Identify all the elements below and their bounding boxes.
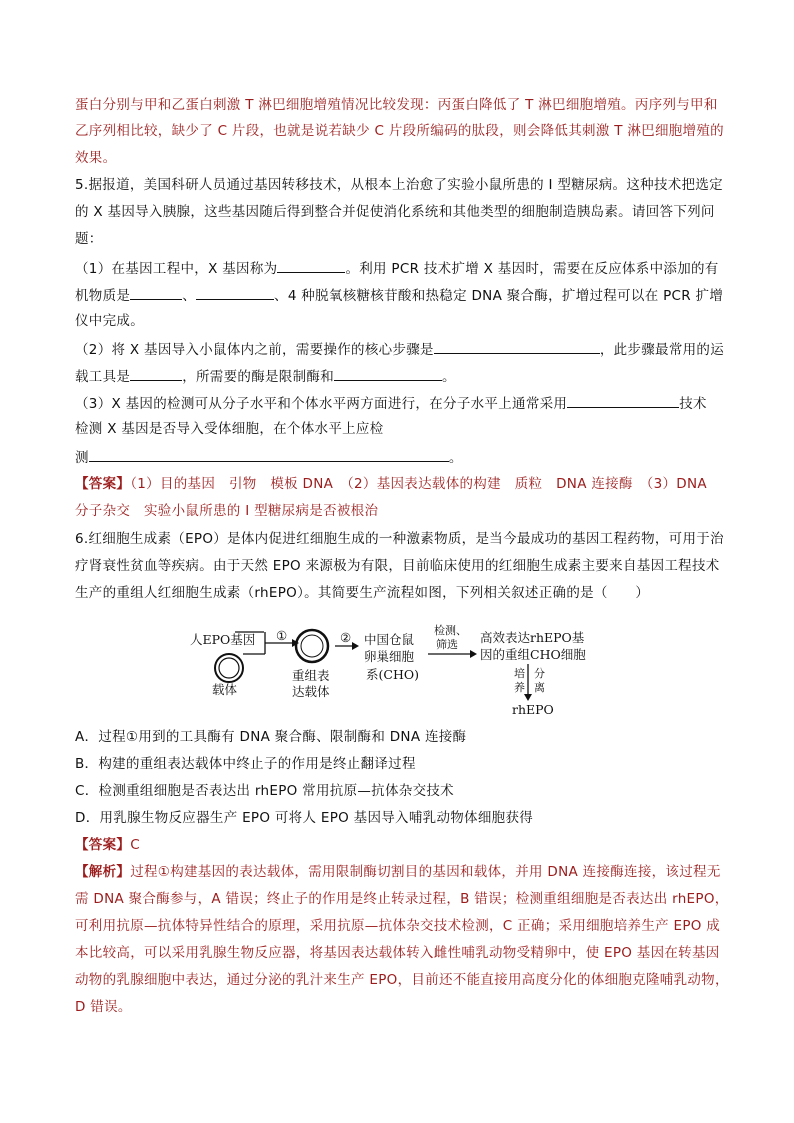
label-vector: 载体 — [212, 682, 238, 697]
label-separate-2: 离 — [534, 681, 545, 694]
q6-analysis-line6: D 错误。 — [75, 999, 132, 1015]
label-cho-1: 中国仓鼠 — [364, 632, 415, 647]
q5-part1-text-e: 、4 种脱氧核糖核苷酸和热稳定 DNA 聚合酶，扩增过程可以在 PCR 扩增 — [274, 288, 724, 304]
q6-stem-1: 6.红细胞生成素（EPO）是体内促进红细胞生成的一种激素物质，是当今最成功的基因工程药物，可用于治 — [75, 531, 724, 547]
q5-blank-6[interactable] — [334, 366, 442, 381]
q6-analysis-line2: 需 DNA 聚合酶参与，A 错误；终止子的作用是终止转录过程，B 错误；检测重组细胞是否表达出 rhEPO， — [75, 891, 729, 907]
q5-answer-line1 — [75, 475, 707, 493]
q6-answer-line — [75, 836, 140, 854]
q5-part1-line3: 仪中完成。 — [75, 313, 144, 329]
q5-part3-line2: 检测 X 基因是否导入受体细胞，在个体水平上应检 — [75, 421, 384, 437]
q5-part3-line1 — [75, 393, 707, 413]
prev-answer-line-1: 蛋白分别与甲和乙蛋白刺激 T 淋巴细胞增殖情况比较发现：丙蛋白降低了 T 淋巴细胞增殖。丙序列与甲和 — [75, 97, 718, 113]
arrow-detect-head — [470, 650, 477, 658]
prev-answer-line-3: 效果。 — [75, 150, 117, 166]
q5-answer-tag: 【答案】 — [75, 476, 131, 492]
q5-blank-2[interactable] — [130, 285, 182, 300]
q6-analysis-text-1: 过程①构建基因的表达载体，需用限制酶切割目的基因和载体，并用 DNA 连接酶连接，该过程无 — [130, 864, 721, 880]
q5-part3-text-b: 技术 — [679, 396, 707, 412]
arrow-culture-head — [524, 694, 532, 701]
q6-stem-2: 疗肾衰性贫血等疾病。由于天然 EPO 来源极为有限，目前临床使用的红细胞生成素主要来自基因工程技术 — [75, 558, 720, 574]
q5-stem-2: 的 X 基因导入胰腺，这些基因随后得到整合并促使消化系统和其他类型的细胞制造胰岛素。请回答下列问 — [75, 204, 715, 220]
q5-blank-1[interactable] — [277, 258, 345, 273]
q5-answer-line2: 分子杂交 实验小鼠所患的 I 型糖尿病是否被根治 — [75, 503, 379, 519]
q5-part1-text-c: 机物质是 — [75, 288, 131, 304]
q6-option-b: B．构建的重组表达载体中终止子的作用是终止翻译过程 — [75, 756, 416, 772]
q5-answer-text-1: （1）目的基因 引物 模板 DNA （2）基因表达载体的构建 质粒 DNA 连接酶 （3）DNA — [130, 476, 707, 492]
q6-analysis-line1 — [75, 863, 721, 881]
q5-part1-text-d: 、 — [182, 288, 197, 304]
q5-part2-text-d: ，所需要的酶是限制酶和 — [182, 369, 335, 385]
label-efficient-1: 高效表达rhEPO基 — [480, 630, 585, 645]
q6-analysis-tag: 【解析】 — [75, 864, 131, 880]
q5-part1-line2 — [75, 285, 723, 305]
epo-production-flowchart — [180, 624, 620, 724]
q6-answer-tag: 【答案】 — [75, 837, 131, 853]
label-human-epo-gene: 人EPO基因 — [190, 632, 256, 647]
q5-part2-text-b: ，此步骤最常用的运 — [599, 342, 725, 358]
q5-blank-7[interactable] — [567, 393, 679, 408]
label-culture-2: 养 — [514, 681, 525, 694]
q6-analysis-line5: 动物的乳腺细胞中表达，通过分泌的乳汁来生产 EPO，目前还不能直接用高度分化的体细胞克隆哺乳动物， — [75, 972, 729, 988]
label-culture-1: 培 — [514, 667, 525, 680]
recombinant-plasmid-inner — [301, 635, 323, 657]
q5-blank-3[interactable] — [196, 285, 274, 300]
q5-part2-text-a: （2）将 X 基因导入小鼠体内之前，需要操作的核心步骤是 — [75, 342, 434, 358]
vector-plasmid-inner — [219, 658, 239, 678]
q6-option-d: D．用乳腺生物反应器生产 EPO 可将人 EPO 基因导入哺乳动物体细胞获得 — [75, 810, 534, 826]
q5-part3-line3 — [75, 447, 463, 467]
q6-analysis-line4: 本比较高，可以采用乳腺生物反应器，将基因表达载体转入雌性哺乳动物受精卵中，使 EPO 基因在转基因 — [75, 945, 720, 961]
q5-blank-8[interactable] — [89, 447, 449, 462]
q5-part2-text-e: 。 — [442, 369, 456, 385]
q5-part1-line1 — [75, 258, 719, 278]
q5-part2-text-c: 载工具是 — [75, 369, 131, 385]
prev-answer-line-2: 乙序列相比较，缺少了 C 片段，也就是说若缺少 C 片段所编码的肽段，则会降低其刺激 T 淋巴细胞增殖的 — [75, 123, 724, 139]
label-detect-2: 筛选 — [436, 638, 458, 651]
label-efficient-2: 因的重组CHO细胞 — [480, 647, 586, 662]
q5-part3-text-d: 测 — [75, 450, 89, 466]
label-cho-3: 系(CHO) — [366, 667, 419, 682]
label-detect-1: 检测、 — [434, 624, 467, 637]
q5-part3-text-a: （3）X 基因的检测可从分子水平和个体水平两方面进行，在分子水平上通常采用 — [75, 396, 568, 412]
label-recombinant-1: 重组表 — [292, 668, 330, 683]
q5-part2-line2 — [75, 366, 456, 386]
q5-part1-text-b: 。利用 PCR 技术扩增 X 基因时，需要在反应体系中添加的有 — [345, 261, 719, 277]
q6-analysis-line3: 可利用抗原—抗体特异性结合的原理，采用抗原—抗体杂交技术检测，C 正确；采用细胞培养生产 EPO 成 — [75, 918, 721, 934]
label-separate-1: 分 — [534, 667, 545, 680]
label-recombinant-2: 达载体 — [292, 684, 330, 699]
label-rhepo-product: rhEPO — [512, 702, 554, 717]
q6-answer-value: C — [130, 837, 140, 853]
q5-blank-4[interactable] — [434, 339, 600, 354]
q6-option-a: A．过程①用到的工具酶有 DNA 聚合酶、限制酶和 DNA 连接酶 — [75, 729, 467, 745]
q5-stem-1: 5.据报道，美国科研人员通过基因转移技术，从根本上治愈了实验小鼠所患的 I 型糖尿病。这种技术把选定 — [75, 177, 723, 193]
q6-option-c: C．检测重组细胞是否表达出 rhEPO 常用抗原—抗体杂交技术 — [75, 783, 454, 799]
q5-part3-text-e: 。 — [448, 450, 463, 466]
q5-blank-5[interactable] — [130, 366, 182, 381]
q5-part1-text-a: （1）在基因工程中，X 基因称为 — [75, 261, 278, 277]
label-step2: ② — [340, 630, 352, 645]
arrow-step2-head — [352, 642, 359, 650]
q5-stem-3: 题： — [75, 231, 103, 247]
label-cho-2: 卵巢细胞 — [364, 649, 415, 664]
q5-part2-line1 — [75, 339, 724, 359]
label-step1: ① — [276, 628, 288, 643]
q6-stem-3: 生产的重组人红细胞生成素（rhEPO）。其简要生产流程如图，下列相关叙述正确的是（ ） — [75, 585, 650, 601]
